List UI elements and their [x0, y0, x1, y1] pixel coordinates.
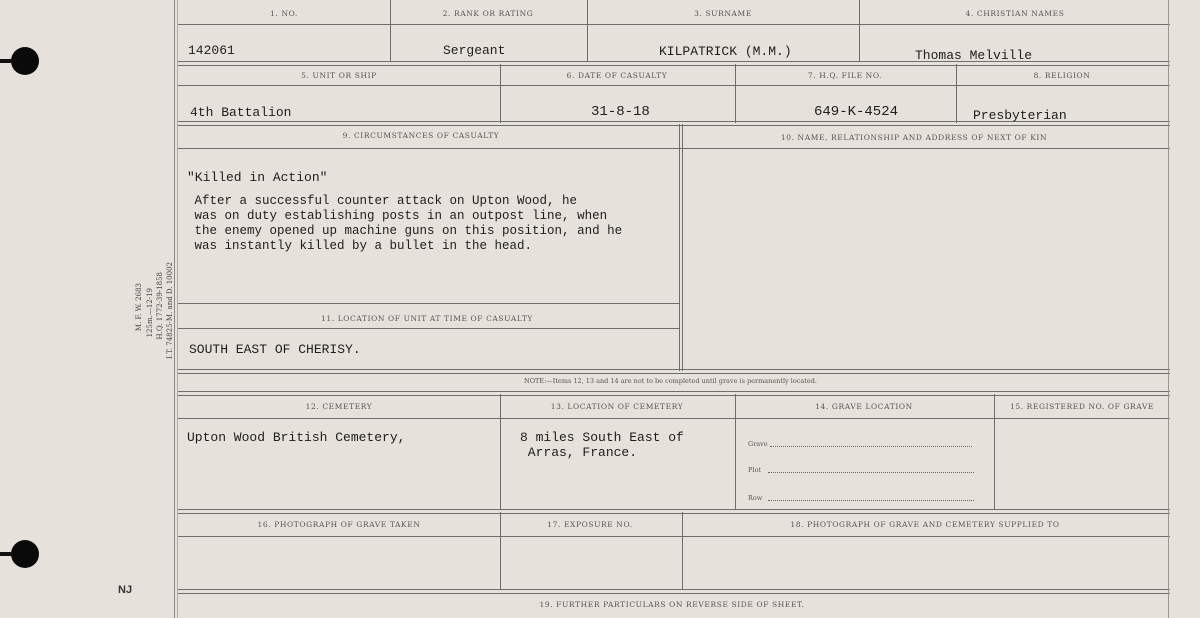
circumstances-body: After a successful counter attack on Upton Wood, he was on duty establishing posts in an outpost line, when the enemy opened up machine guns on this position, and he was instantly killed by a bullet in the head.: [194, 194, 623, 253]
location-unit-value: SOUTH EAST OF CHERISY.: [189, 342, 361, 357]
form-code-2: 125m.—12-19: [146, 288, 154, 338]
label-christian-names: 4. CHRISTIAN NAMES: [965, 9, 1065, 18]
grave-label: Grave: [748, 440, 768, 448]
date-value: 31-8-18: [591, 104, 650, 120]
christian-names-value: Thomas Melville: [915, 48, 1033, 63]
label-file-no: 7. H.Q. FILE NO.: [807, 71, 883, 80]
label-religion: 8. RELIGION: [1033, 71, 1091, 80]
footer-text: 19. FURTHER PARTICULARS ON REVERSE SIDE OF SHEET.: [539, 600, 805, 609]
cemetery-value: Upton Wood British Cemetery,: [187, 430, 406, 445]
label-grave-location: 14. GRAVE LOCATION: [815, 402, 913, 411]
note-text: NOTE:—Items 12, 13 and 14 are not to be completed until grave is permanently located.: [524, 377, 817, 385]
label-photo-taken: 16. PHOTOGRAPH OF GRAVE TAKEN: [257, 520, 421, 529]
label-registered-no: 15. REGISTERED NO. OF GRAVE: [1009, 402, 1155, 411]
punch-hole-top: [11, 47, 39, 75]
punch-hole-bottom: [11, 540, 39, 568]
form-code-1: M. F. W. 2683: [135, 283, 143, 332]
label-unit: 5. UNIT OR SHIP: [301, 71, 377, 80]
label-photo-supplied: 18. PHOTOGRAPH OF GRAVE AND CEMETERY SUPPLIED TO: [790, 520, 1060, 529]
form-code-3: H.Q. 1772-39-1858: [156, 272, 164, 340]
label-next-of-kin: 10. NAME, RELATIONSHIP AND ADDRESS OF NEXT OF KIN: [780, 133, 1048, 142]
row-label: Row: [748, 494, 763, 502]
circumstances-title: "Killed in Action": [187, 170, 328, 185]
religion-value: Presbyterian: [973, 108, 1067, 123]
form-code-4: I.T. 74825-M. and D. 10002: [166, 262, 174, 359]
location-cemetery-value: 8 miles South East of Arras, France.: [520, 430, 684, 460]
label-location-unit: 11. LOCATION OF UNIT AT TIME OF CASUALTY: [321, 314, 533, 323]
label-rank: 2. RANK OR RATING: [442, 9, 534, 18]
label-circumstances: 9. CIRCUMSTANCES OF CASUALTY: [342, 131, 500, 140]
file-no-value: 649-K-4524: [814, 104, 899, 120]
handwritten-initials: NJ: [118, 584, 133, 596]
surname-value: KILPATRICK (M.M.): [659, 44, 792, 59]
rank-value: Sergeant: [443, 43, 506, 58]
label-location-cemetery: 13. LOCATION OF CEMETERY: [550, 402, 684, 411]
label-surname: 3. SURNAME: [694, 9, 752, 18]
plot-label: Plot: [748, 466, 761, 474]
label-no: 1. NO.: [270, 9, 298, 18]
label-date: 6. DATE OF CASUALTY: [566, 71, 668, 80]
label-exposure: 17. EXPOSURE NO.: [547, 520, 633, 529]
label-cemetery: 12. CEMETERY: [305, 402, 373, 411]
margin-rule-inner: [177, 0, 178, 618]
unit-value: 4th Battalion: [190, 105, 292, 120]
service-number: 142061: [188, 43, 235, 58]
